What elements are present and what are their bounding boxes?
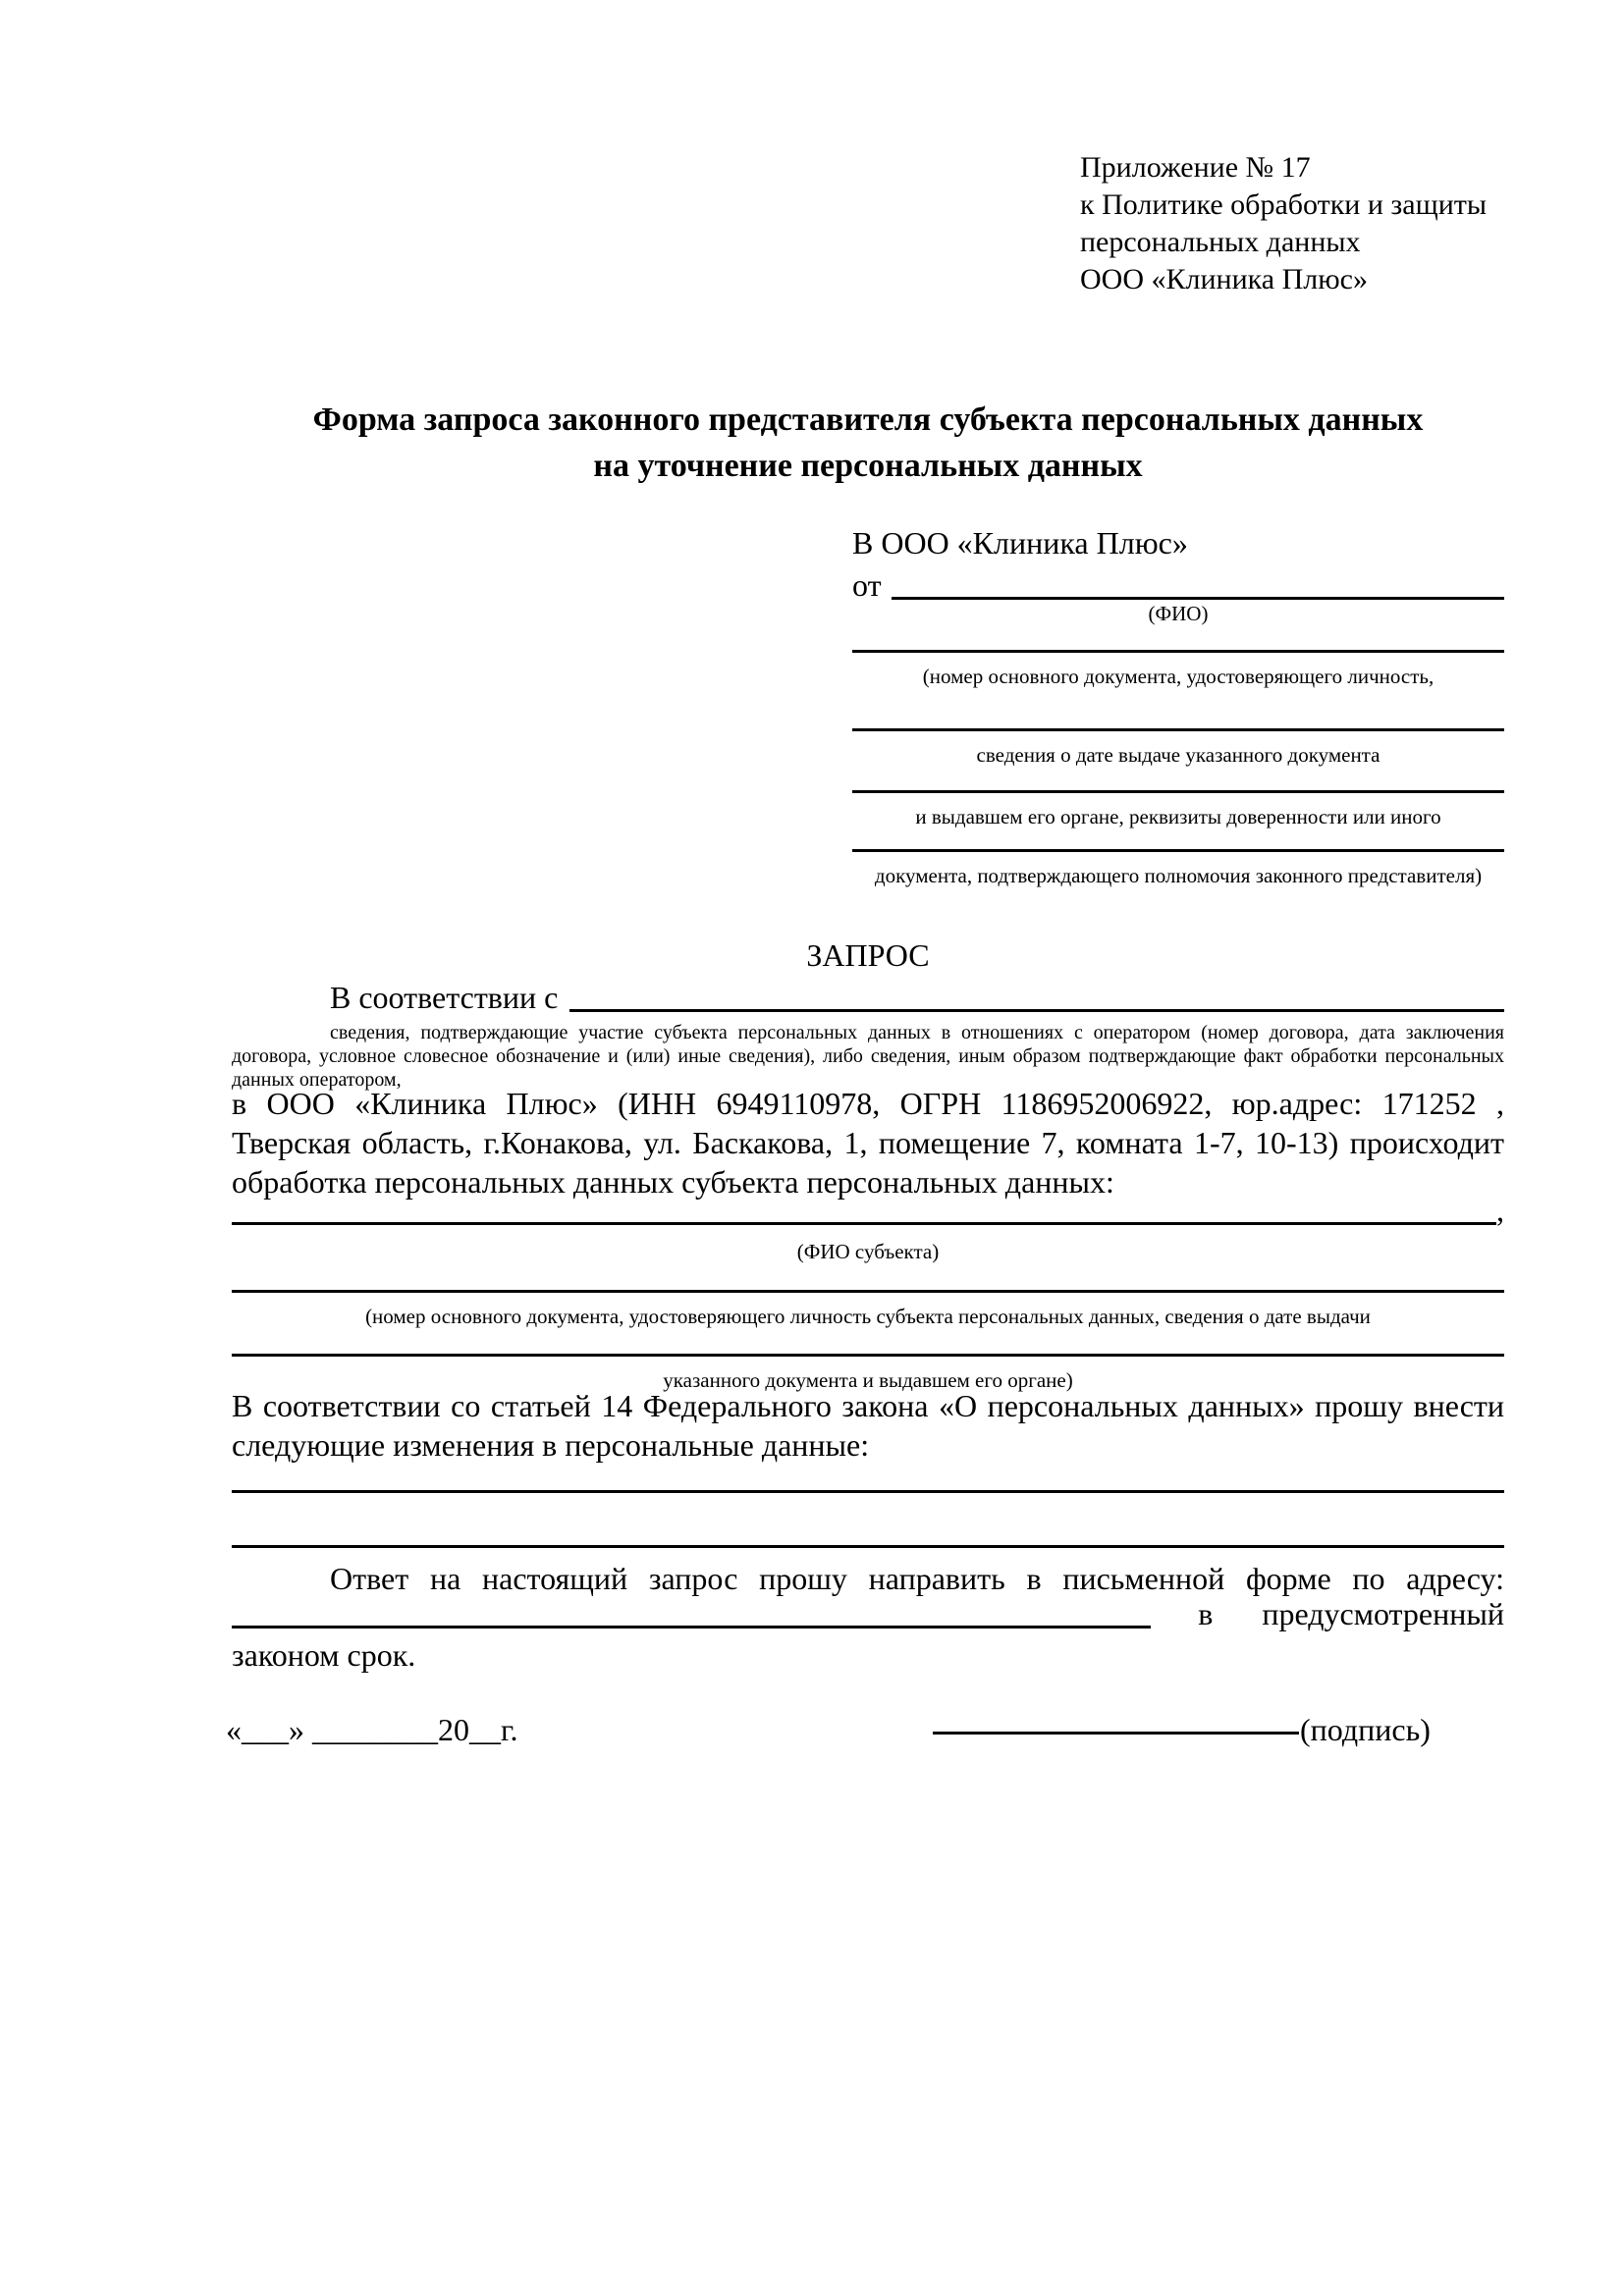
blank-line-doc4	[852, 849, 1504, 852]
blank-line-signature	[933, 1732, 1299, 1735]
request-heading: ЗАПРОС	[806, 937, 930, 973]
caption-subject-doc2: указанного документа и выдавшем его органе)	[663, 1368, 1073, 1392]
reply-word-right: предусмотренный	[1262, 1596, 1504, 1631]
caption-doc4: документа, подтверждающего полномочия законного представителя)	[874, 864, 1483, 887]
addressee-to: В ООО «Клиника Плюс»	[852, 525, 1188, 561]
reply-address-row	[232, 1594, 1504, 1633]
subject-fio-row	[232, 1191, 1504, 1230]
caption-doc2: сведения о дате выдаче указанного документа	[976, 743, 1380, 767]
intro-label: В соответствии с	[330, 980, 559, 1015]
blank-line-doc3	[852, 790, 1504, 793]
operator-paragraph: в ООО «Клиника Плюс» (ИНН 6949110978, ОГРН 1186952006922, юр.адрес: 171252 , Тверская область, г.Конакова, ул. Баскакова, 1, помещение 7, комната 1-7, 10-13) происходит обработка персональных данных субъекта персональных данных:	[232, 1086, 1504, 1200]
caption-doc3: и выдавшем его органе, реквизиты доверенности или иного	[915, 805, 1441, 828]
blank-line-subject-doc2	[232, 1354, 1504, 1357]
intro-footnote: сведения, подтверждающие участие субъекта персональных данных в отношениях с оператором (номер договора, дата заключения договора, условное словесное обозначение и (или) иные сведения), либо сведения, иным образом подтверждающие факт обработки персональных данных оператором,	[232, 1022, 1504, 1091]
title-line-1: Форма запроса законного представителя субъекта персональных данных	[312, 401, 1424, 438]
caption-subject-fio: (ФИО субъекта)	[796, 1240, 940, 1263]
reply-tail: законом срок.	[232, 1637, 416, 1673]
blank-line-subject-doc1	[232, 1290, 1504, 1293]
blank-line-fio	[892, 597, 1504, 600]
from-label: от	[852, 567, 882, 603]
appendix-header	[1080, 149, 1487, 298]
blank-line-doc2	[852, 728, 1504, 731]
blank-line-address	[232, 1626, 1151, 1629]
appendix-line: Приложение № 17	[1080, 151, 1311, 184]
trailing-comma: ,	[1496, 1193, 1504, 1228]
caption-fio: (ФИО)	[1148, 602, 1209, 625]
reply-word-v: в	[1198, 1596, 1214, 1631]
blank-line-changes-1	[232, 1490, 1504, 1493]
signature-caption: (подпись)	[1300, 1712, 1431, 1747]
blank-line-doc1	[852, 650, 1504, 653]
caption-subject-doc1: (номер основного документа, удостоверяющего личность субъекта персональных данных, сведения о дате выдачи	[365, 1305, 1371, 1328]
law-paragraph: В соответствии со статьей 14 Федерального закона «О персональных данных» прошу внести следующие изменения в персональные данные:	[232, 1388, 1504, 1463]
appendix-line: ООО «Клиника Плюс»	[1080, 263, 1368, 295]
appendix-line: к Политике обработки и защиты	[1080, 188, 1488, 221]
reply-line-1: Ответ на настоящий запрос прошу направить в письменной форме по адресу:	[330, 1561, 1504, 1596]
appendix-line: персональных данных	[1080, 226, 1361, 258]
title-line-2: на уточнение персональных данных	[593, 448, 1143, 484]
addressee-from-row	[852, 565, 1504, 605]
caption-doc1: (номер основного документа, удостоверяющего личность,	[922, 665, 1435, 688]
intro-row	[232, 978, 1504, 1017]
blank-line-changes-2	[232, 1545, 1504, 1548]
blank-line-subject-fio	[232, 1222, 1496, 1225]
date-blank: «___» ________20__г.	[226, 1712, 518, 1747]
blank-line-basis	[569, 1009, 1504, 1012]
document-title	[232, 397, 1504, 489]
